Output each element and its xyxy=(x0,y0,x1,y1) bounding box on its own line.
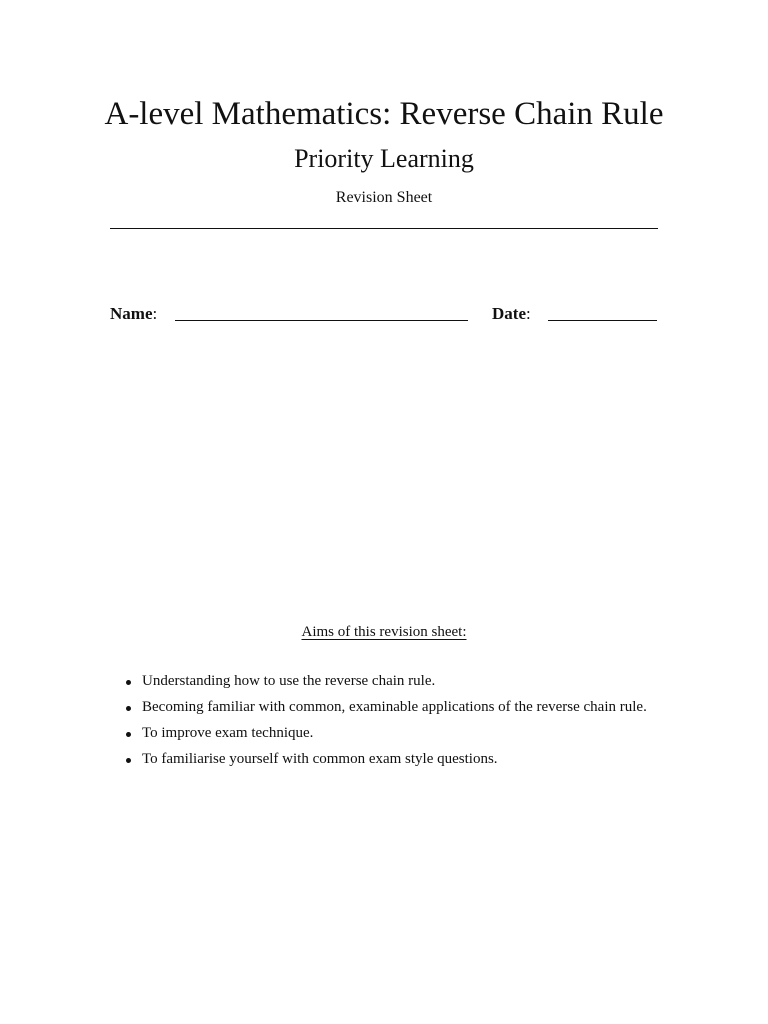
document-title: A-level Mathematics: Reverse Chain Rule xyxy=(104,96,664,132)
date-label: Date xyxy=(492,304,526,323)
aims-list xyxy=(126,673,666,777)
bullet-icon xyxy=(126,758,131,763)
name-colon: : xyxy=(152,304,158,323)
aim-text: To improve exam technique. xyxy=(142,725,314,741)
date-colon: : xyxy=(525,304,531,323)
bullet-icon xyxy=(126,706,131,711)
document-subtitle: Priority Learning xyxy=(294,144,474,173)
aims-heading xyxy=(0,622,768,642)
bullet-icon xyxy=(126,680,131,685)
name-label: Name xyxy=(110,304,153,323)
aim-text: To familiarise yourself with common exam style questions. xyxy=(142,751,498,767)
date-field xyxy=(492,303,531,327)
aims-heading-text: Aims of this revision sheet: xyxy=(301,624,467,640)
bullet-icon xyxy=(126,732,131,737)
sheet-type-label: Revision Sheet xyxy=(335,189,433,206)
aim-text: Understanding how to use the reverse chain rule. xyxy=(142,673,436,689)
aim-item xyxy=(126,725,666,742)
name-field xyxy=(110,303,157,327)
date-write-line xyxy=(548,320,657,321)
aim-item xyxy=(126,673,666,690)
name-write-line xyxy=(175,320,468,321)
aim-item xyxy=(126,751,666,768)
header-divider xyxy=(110,228,658,229)
aim-item xyxy=(126,699,666,716)
aim-text: Becoming familiar with common, examinable applications of the reverse chain rule. xyxy=(142,699,647,715)
